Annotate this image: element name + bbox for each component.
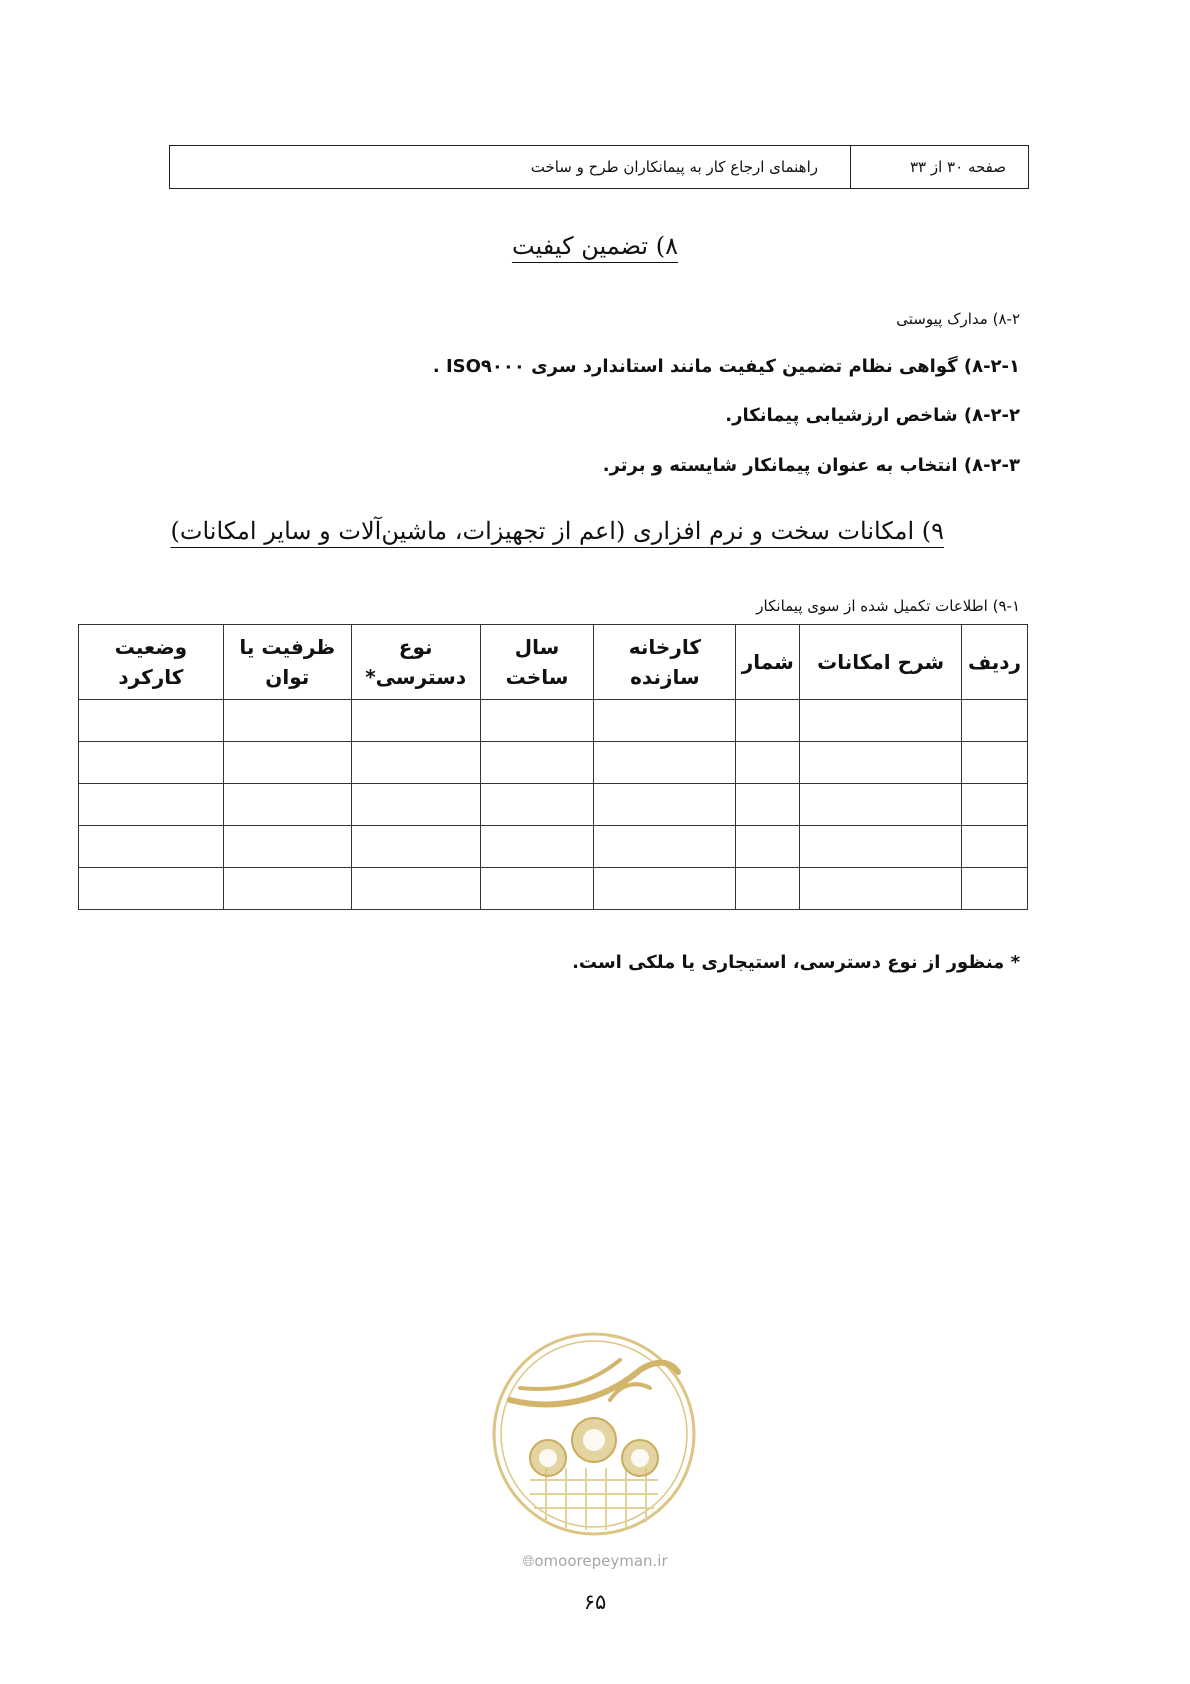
table-cell (223, 826, 351, 868)
table-cell (594, 826, 736, 868)
table-cell (351, 700, 480, 742)
table-cell (736, 742, 800, 784)
table-cell (223, 700, 351, 742)
table-cell (480, 742, 594, 784)
table-cell (736, 700, 800, 742)
table-cell (480, 826, 594, 868)
col-header-status: وضعیت کارکرد (79, 625, 224, 700)
table-cell (962, 784, 1028, 826)
table-cell (223, 868, 351, 910)
col-header-access-type: نوع دسترسی* (351, 625, 480, 700)
table-cell (79, 742, 224, 784)
section-9-subheading: ۹-۱) اطلاعات تکمیل شده از سوی پیمانکار (756, 597, 1020, 615)
watermark-site: 🌐︎omoorepeyman.ir (522, 1552, 668, 1570)
table-cell (351, 868, 480, 910)
table-cell (962, 868, 1028, 910)
table-cell (79, 868, 224, 910)
table-cell (351, 742, 480, 784)
table-cell (736, 784, 800, 826)
table-cell (736, 826, 800, 868)
table-cell (480, 868, 594, 910)
table-cell (79, 784, 224, 826)
equipment-table (78, 624, 1028, 910)
page-header (169, 145, 1029, 189)
table-cell (962, 742, 1028, 784)
col-header-row-number: ردیف (962, 625, 1028, 700)
col-header-capacity: ظرفیت یا توان (223, 625, 351, 700)
table-cell (480, 700, 594, 742)
table-cell (736, 868, 800, 910)
col-header-count: شمار (736, 625, 800, 700)
col-header-description: شرح امکانات (800, 625, 962, 700)
header-page-label: صفحه ۳۰ از ۳۳ (850, 146, 1028, 188)
section-8-title: ۸) تضمین کیفیت (511, 232, 678, 260)
table-row (79, 784, 1028, 826)
globe-icon: 🌐︎ (522, 1552, 535, 1570)
table-row (79, 826, 1028, 868)
table-cell (800, 826, 962, 868)
table-cell (480, 784, 594, 826)
table-cell (800, 784, 962, 826)
table-cell (79, 700, 224, 742)
header-doc-title: راهنمای ارجاع کار به پیمانکاران طرح و ساخت (530, 158, 818, 176)
table-cell (800, 700, 962, 742)
table-row (79, 742, 1028, 784)
table-header-row (79, 625, 1028, 700)
omoorepeyman-logo (490, 1330, 698, 1538)
table-footnote: * منظور از نوع دسترسی، استیجاری یا ملکی است. (572, 952, 1020, 973)
table-cell (223, 784, 351, 826)
table-cell (962, 700, 1028, 742)
table-cell (594, 784, 736, 826)
col-header-manufacturer: کارخانه سازنده (594, 625, 736, 700)
section-8-item-2: ۸-۲-۲) شاخص ارزشیابی پیمانکار. (725, 405, 1020, 426)
table-row (79, 700, 1028, 742)
table-cell (351, 826, 480, 868)
col-header-year: سال ساخت (480, 625, 594, 700)
table-cell (79, 826, 224, 868)
section-8-subheading: ۸-۲) مدارک پیوستی (896, 310, 1020, 328)
table-cell (594, 868, 736, 910)
table-cell (223, 742, 351, 784)
logo-seal-icon (490, 1330, 698, 1538)
section-8-item-1: ۸-۲-۱) گواهی نظام تضمین کیفیت مانند استاندارد سری ISO۹۰۰۰ . (432, 356, 1020, 377)
table-cell (800, 742, 962, 784)
table-body (79, 700, 1028, 910)
table-cell (800, 868, 962, 910)
table-cell (351, 784, 480, 826)
table-cell (594, 742, 736, 784)
table-row (79, 868, 1028, 910)
section-9-title: ۹) امکانات سخت و نرم افزاری (اعم از تجهیزات، ماشین‌آلات و سایر امکانات) (170, 517, 944, 545)
page-number: ۶۵ (583, 1590, 607, 1614)
table-cell (594, 700, 736, 742)
table-cell (962, 826, 1028, 868)
section-8-item-3: ۸-۲-۳) انتخاب به عنوان پیمانکار شایسته و برتر. (602, 455, 1020, 476)
